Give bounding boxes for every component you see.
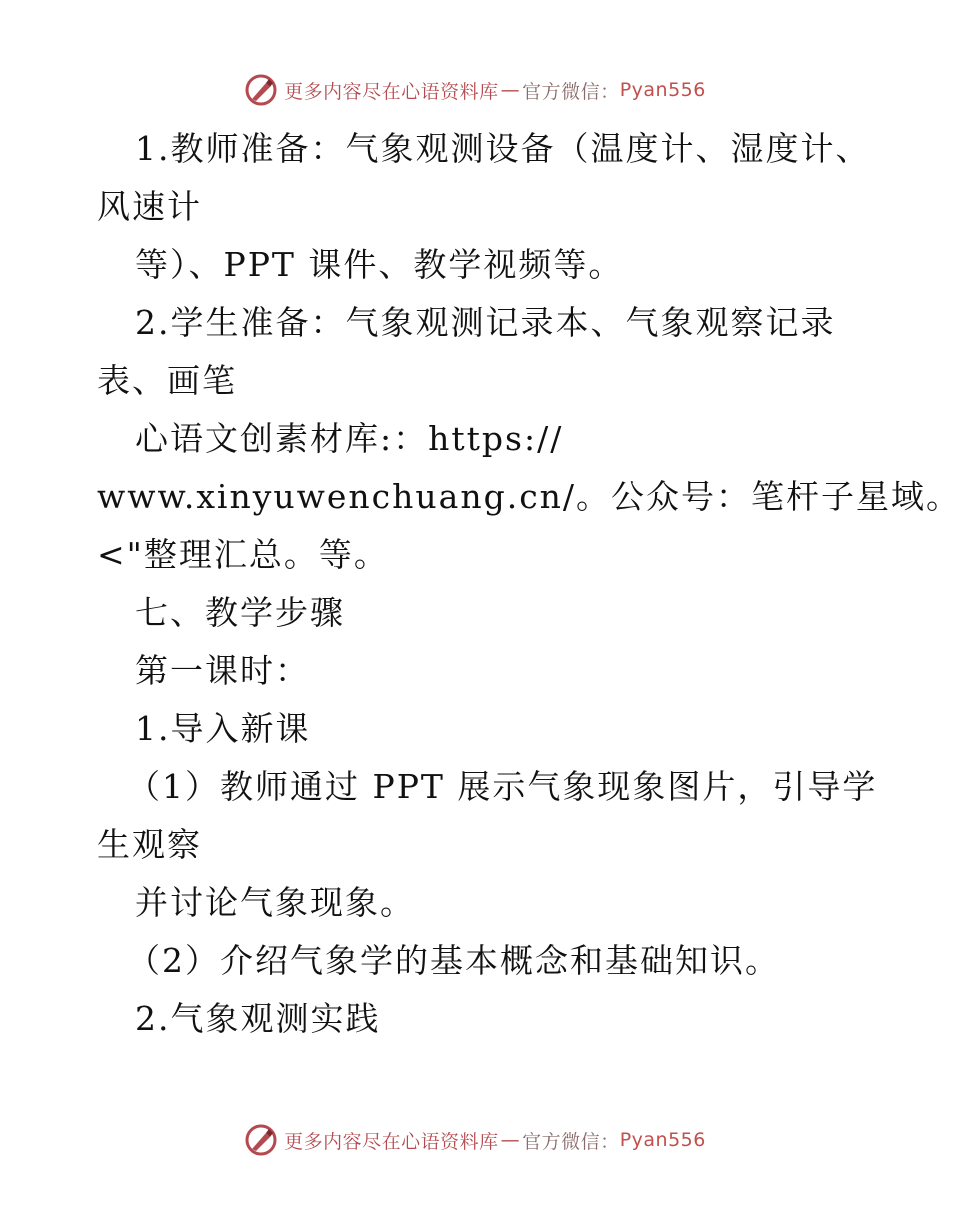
text-line: 2.学生准备：气象观测记录本、气象观察记录	[135, 303, 836, 342]
pen-logo-icon	[244, 73, 278, 107]
pen-logo-icon	[244, 1123, 278, 1157]
text-line: 1.教师准备：气象观测设备（温度计、湿度计、	[135, 129, 871, 168]
text-line: （1）教师通过 PPT 展示气象现象图片，引导学	[127, 767, 878, 806]
text-line: 1.导入新课	[135, 709, 311, 748]
watermark-separator: —	[500, 1129, 521, 1151]
text-line: <"整理汇总。等。	[97, 535, 389, 574]
watermark-id: Pyan556	[619, 79, 706, 101]
text-line: 风速计	[97, 187, 202, 226]
footer-watermark	[0, 1120, 950, 1160]
watermark-text: 更多内容尽在心语资料库	[284, 80, 499, 103]
text-line: www.xinyuwenchuang.cn/。公众号：笔杆子星域。	[97, 477, 961, 516]
text-line: 2.气象观测实践	[135, 999, 381, 1038]
watermark-label: 官方微信：	[522, 1130, 620, 1153]
section-heading: 七、教学步骤	[135, 593, 345, 632]
header-watermark	[0, 70, 950, 110]
watermark-id: Pyan556	[619, 1129, 706, 1151]
text-line: （2）介绍气象学的基本概念和基础知识。	[127, 941, 780, 980]
watermark-separator: —	[500, 79, 521, 101]
text-line: 生观察	[97, 825, 202, 864]
document-body	[97, 120, 961, 1048]
text-line: 心语文创素材库:：https://	[135, 419, 564, 458]
text-line: 并讨论气象现象。	[135, 883, 415, 922]
watermark-label: 官方微信：	[522, 80, 620, 103]
watermark-text: 更多内容尽在心语资料库	[284, 1130, 499, 1153]
text-line: 等）、PPT 课件、教学视频等。	[135, 245, 624, 284]
text-line: 表、画笔	[97, 361, 237, 400]
text-line: 第一课时：	[135, 651, 310, 690]
